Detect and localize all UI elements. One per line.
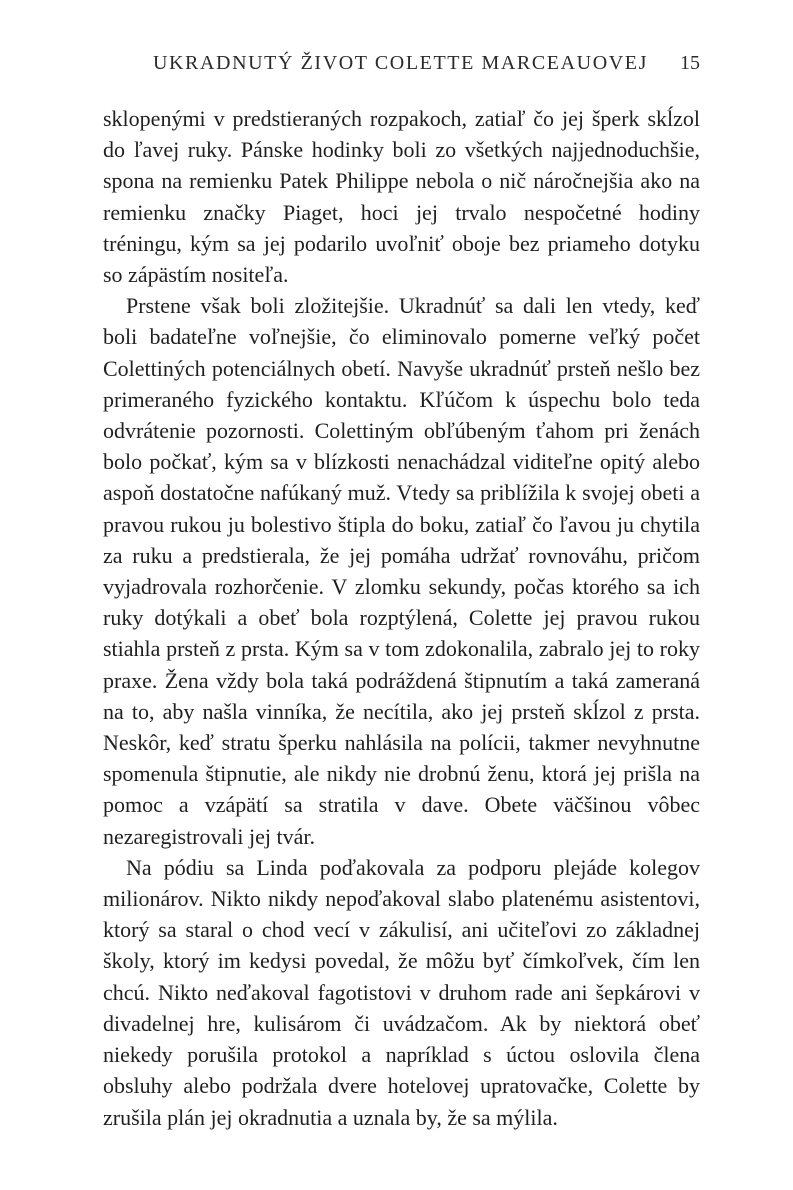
running-title: UKRADNUTÝ ŽIVOT COLETTE MARCEAUOVEJ	[152, 52, 648, 74]
page-number: 15	[680, 52, 700, 74]
paragraph-3: Na pódiu sa Linda poďakovala za podporu plejáde kolegov milionárov. Nikto nikdy nepoďakoval slabo platenému asistentovi, ktorý sa staral o chod vecí v zákulisí, ani učiteľovi zo základnej školy, ktorý im kedysi povedal, že môžu byť čímkoľvek, čím len chcú. Nikto neďakoval fagotistovi v druhom rade ani šepkárovi v divadelnej hre, kulisárom či uvádzačom. Ak by niektorá obeť niekedy porušila protokol a napríklad s úctou oslovila člena obsluhy alebo podržala dvere hotelovej upratovačke, Colette by zrušila plán jej okradnutia a uznala by, že sa mýlila.	[103, 854, 700, 1130]
running-header	[103, 52, 700, 82]
paragraph-1: sklopenými v predstieraných rozpakoch, zatiaľ čo jej šperk skĺzol do ľavej ruky. Pánske hodinky boli zo všetkých najjednoduchšie, spona na remienku Patek Philippe nebola o nič náročnejšia ako na remienku značky Piaget, hoci jej trvalo nespočetné hodiny tréningu, kým sa jej podarilo uvoľniť oboje bez priameho dotyku so zápästím nositeľa.	[103, 106, 700, 288]
body-text	[103, 103, 700, 1133]
paragraph-2: Prstene však boli zložitejšie. Ukradnúť sa dali len vtedy, keď boli badateľne voľnejšie, čo eliminovalo pomerne veľký počet Colettiných potenciálnych obetí. Navyše ukradnúť prsteň nešlo bez primeraného fyzického kontaktu. Kľúčom k úspechu bolo teda odvrátenie pozornosti. Colettiným obľúbeným ťahom pri ženách bolo počkať, kým sa v blízkosti nenachádzal viditeľne opitý alebo aspoň dostatočne nafúkaný muž. Vtedy sa priblížila k svojej obeti a pravou rukou ju bolestivo štipla do boku, zatiaľ čo ľavou ju chytila za ruku a predstierala, že jej pomáha udržať rovnováhu, pričom vyjadrovala rozhorčenie. V zlomku sekundy, počas ktorého sa ich ruky dotýkali a obeť bola rozptýlená, Colette jej pravou rukou stiahla prsteň z prsta. Kým sa v tom zdokonalila, zabralo jej to roky praxe. Žena vždy bola taká podráždená štipnutím a taká zameraná na to, aby našla vinníka, že necítila, ako jej prsteň skĺzol z prsta. Neskôr, keď stratu šperku nahlásila na polícii, takmer nevyhnutne spomenula štipnutie, ale nikdy nie drobnú ženu, ktorá jej prišla na pomoc a vzápätí sa stratila v dave. Obete väčšinou vôbec nezaregistrovali jej tvár.	[103, 293, 700, 849]
